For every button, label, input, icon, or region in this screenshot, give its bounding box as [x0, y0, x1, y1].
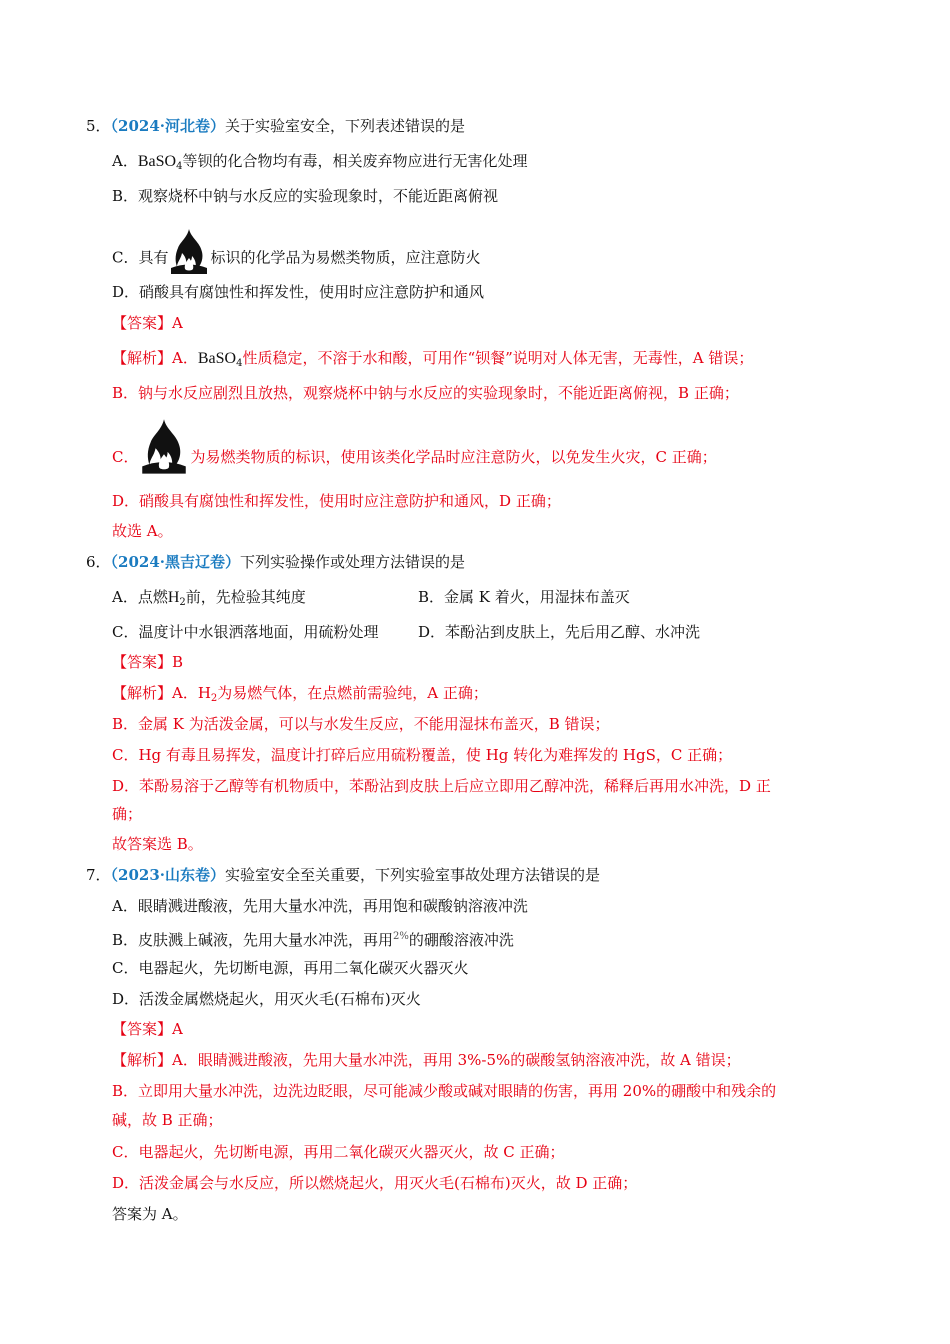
q5-analysis-c: C． 为易燃类物质的标识，使用该类化学品时应注意防火，以免发生火灾，C 正确； — [112, 418, 717, 472]
q6-option-b: B．金属 K 着火，用湿抹布盖灭 — [418, 588, 630, 606]
q7-option-b: B．皮肤溅上碱液，先用大量水冲洗，再用$^{2\%}$的硼酸溶液冲洗 — [112, 931, 514, 949]
q5-analysis-a: 【解析】A．BaSO$_4$性质稳定，不溶于水和酸，可用作“钡餐”说明对人体无害，无毒性，A 错误； — [112, 349, 754, 369]
q6-analysis-b: B．金属 K 为活泼金属，可以与水发生反应，不能用湿抹布盖灭，B 错误； — [112, 715, 610, 733]
q6-analysis-d-line2: 确； — [112, 805, 143, 823]
question-5-stem — [86, 115, 465, 137]
q7-analysis-a: 【解析】A．眼睛溅进酸液，先用大量水冲洗，再用 3%-5%的碳酸氢钠溶液冲洗，故 A 错误； — [112, 1051, 741, 1069]
q7-option-a: A．眼睛溅进酸液，先用大量水冲洗，再用饱和碳酸钠溶液冲洗 — [112, 897, 528, 915]
q6-answer: 【答案】B — [112, 653, 184, 671]
q7-option-d: D．活泼金属燃烧起火，用灭火毛(石棉布)灭火 — [112, 990, 421, 1008]
q6-option-d: D．苯酚沾到皮肤上，先后用乙醇、水冲洗 — [418, 623, 701, 641]
question-source: （2024·河北卷） — [110, 117, 226, 135]
q5-analysis-b: B．钠与水反应剧烈且放热，观察烧杯中钠与水反应的实验现象时，不能近距离俯视，B 正确； — [112, 384, 739, 402]
q6-option-c: C．温度计中水银洒落地面，用硫粉处理 — [112, 623, 379, 641]
question-text: 下列实验操作或处理方法错误的是 — [240, 553, 466, 571]
q6-analysis-d-line1: D．苯酚易溶于乙醇等有机物质中，苯酚沾到皮肤上后应立即用乙醇冲洗，稀释后再用水冲洗，D 正 — [112, 777, 771, 795]
q7-analysis-d: D．活泼金属会与水反应，所以燃烧起火，用灭火毛(石棉布)灭火，故 D 正确； — [112, 1174, 638, 1192]
q5-option-d: D．硝酸具有腐蚀性和挥发性，使用时应注意防护和通风 — [112, 283, 485, 301]
q7-analysis-b-line2: 碱，故 B 正确； — [112, 1111, 223, 1129]
question-source: （2024·黑吉辽卷） — [110, 553, 241, 571]
question-number: 7． — [86, 866, 111, 884]
q5-conclusion: 故选 A。 — [112, 522, 173, 540]
q5-option-a: A．BaSO$_4$等钡的化合物均有毒，相关废弃物应进行无害化处理 — [112, 152, 528, 172]
q5-option-c: C．具有 标识的化学品为易燃类物质，应注意防火 — [112, 228, 481, 264]
q5-analysis-d: D．硝酸具有腐蚀性和挥发性，使用时应注意防护和通风，D 正确； — [112, 492, 561, 510]
flammable-flame-icon — [168, 228, 210, 289]
q6-option-a: A．点燃$H_2$前，先检验其纯度 — [112, 588, 306, 608]
question-6-stem — [86, 551, 465, 573]
q5-answer: 【答案】A — [112, 314, 183, 332]
q7-answer: 【答案】A — [112, 1020, 183, 1038]
formula-h2: H — [167, 589, 180, 606]
question-7-stem — [86, 864, 600, 886]
question-source: （2023·山东卷） — [110, 866, 226, 884]
question-number: 5． — [86, 117, 111, 135]
question-number: 6． — [86, 553, 111, 571]
q6-analysis-a: 【解析】A．$H_2$为易燃气体，在点燃前需验纯，A 正确； — [112, 684, 488, 704]
q7-analysis-c: C．电器起火，先切断电源，再用二氧化碳灭火器灭火，故 C 正确； — [112, 1143, 565, 1161]
formula-baso4: BaSO — [197, 350, 237, 367]
q7-option-c: C．电器起火，先切断电源，再用二氧化碳灭火器灭火 — [112, 959, 469, 977]
formula-baso4: BaSO — [137, 153, 177, 170]
question-text: 实验室安全至关重要，下列实验室事故处理方法错误的是 — [225, 866, 601, 884]
q5-option-b: B．观察烧杯中钠与水反应的实验现象时，不能近距离俯视 — [112, 187, 499, 205]
flammable-flame-icon — [138, 418, 190, 498]
question-text: 关于实验室安全，下列表述错误的是 — [225, 117, 466, 135]
q7-analysis-b-line1: B．立即用大量水冲洗，边洗边眨眼，尽可能减少酸或碱对眼睛的伤害，再用 20%的硼酸中和残余的 — [112, 1082, 777, 1100]
q7-conclusion: 答案为 A。 — [112, 1205, 188, 1223]
q6-conclusion: 故答案选 B。 — [112, 835, 203, 853]
q6-analysis-c: C．Hg 有毒且易挥发，温度计打碎后应用硫粉覆盖，使 Hg 转化为难挥发的 HgS，C 正确； — [112, 746, 733, 764]
